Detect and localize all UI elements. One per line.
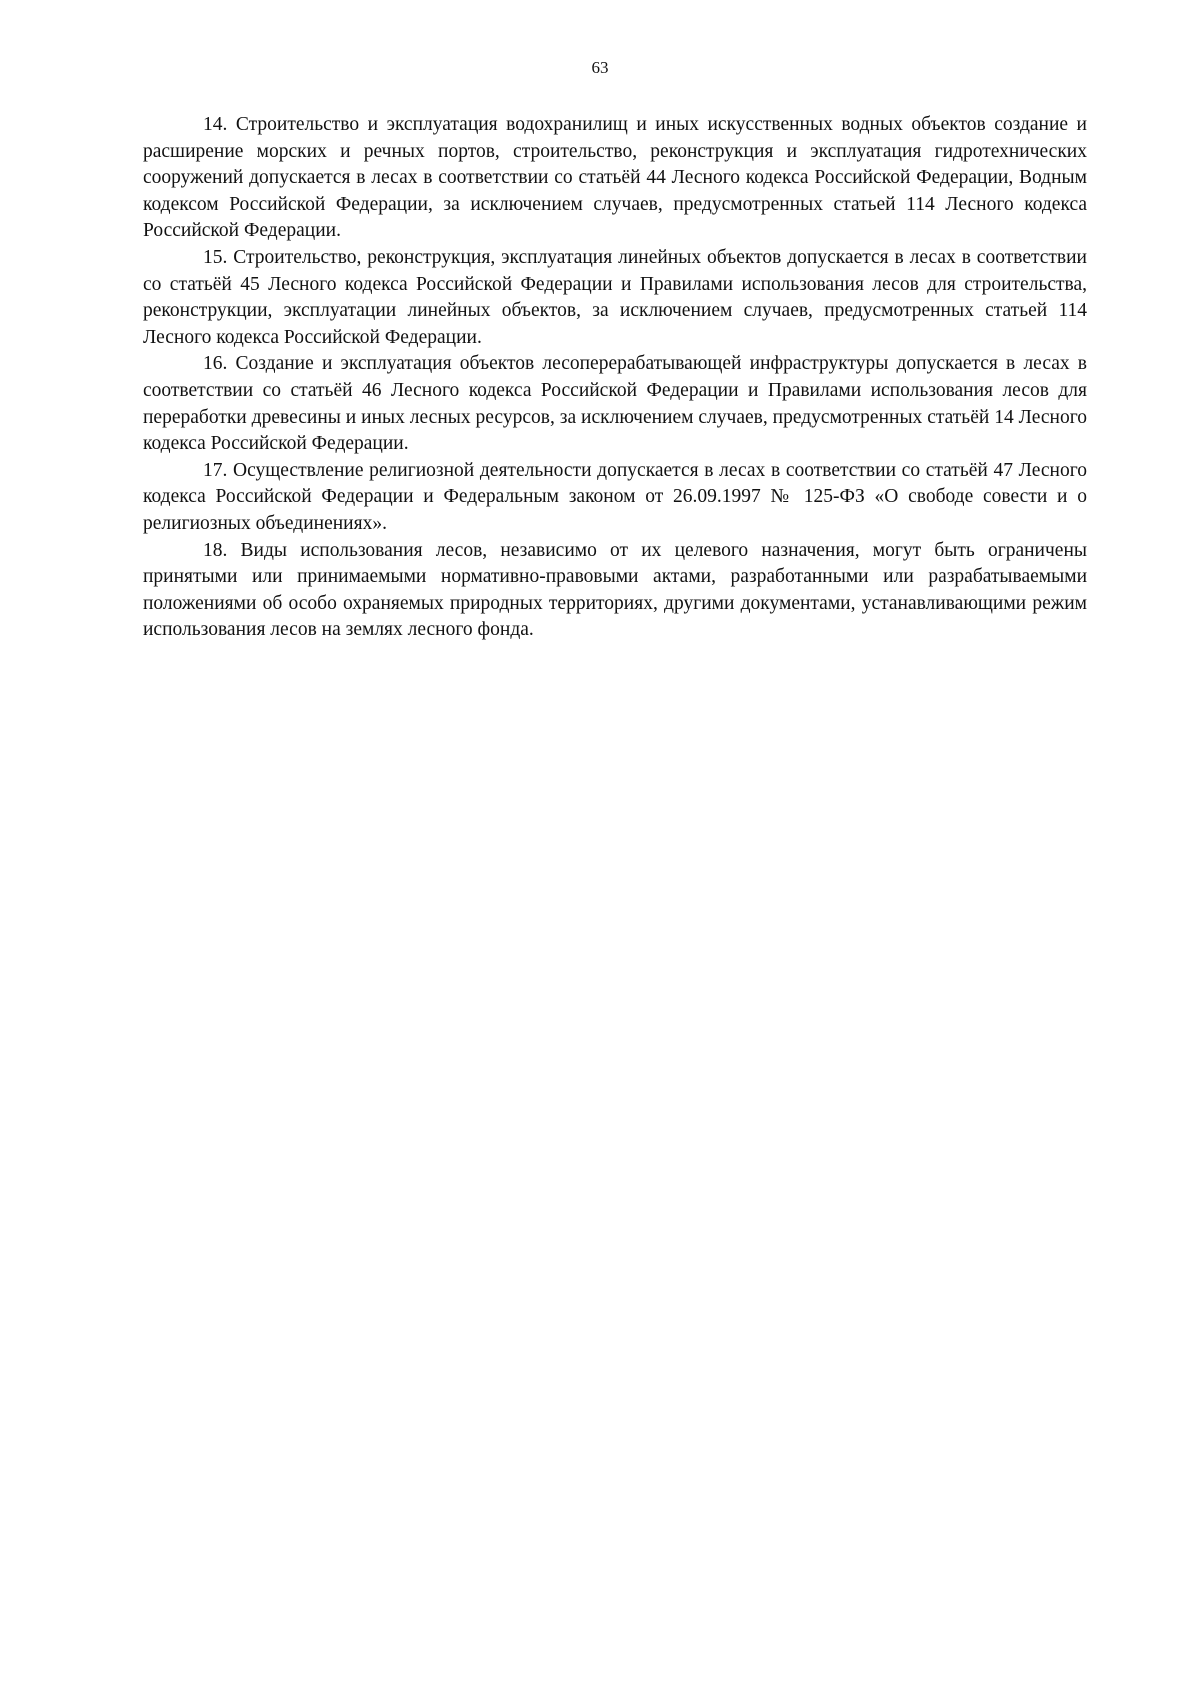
paragraph-16: 16. Создание и эксплуатация объектов лесоперерабатывающей инфраструктуры допускается в лесах в соответствии со статьёй 46 Лесного кодекса Российской Федерации и Правилами использования лесов для переработки древесины и иных лесных ресурсов, за исключением случаев, предусмотренных статьёй 14 Лесного кодекса Российской Федерации. xyxy=(143,353,1087,455)
page-number: 63 xyxy=(591,58,609,77)
document-body xyxy=(143,112,1087,644)
paragraph-14: 14. Строительство и эксплуатация водохранилищ и иных искусственных водных объектов создание и расширение морских и речных портов, строительство, реконструкция и эксплуатация гидротехнических сооружений допускается в лесах в соответствии со статьёй 44 Лесного кодекса Российской Федерации, Водным кодексом Российской Федерации, за исключением случаев, предусмотренных статьей 114 Лесного кодекса Российской Федерации. xyxy=(143,114,1087,242)
paragraph-17: 17. Осуществление религиозной деятельности допускается в лесах в соответствии со статьёй 47 Лесного кодекса Российской Федерации и Федеральным законом от 26.09.1997 № 125-ФЗ «О свободе совести и о религиозных объединениях». xyxy=(143,459,1087,534)
paragraph-15: 15. Строительство, реконструкция, эксплуатация линейных объектов допускается в лесах в соответствии со статьёй 45 Лесного кодекса Российской Федерации и Правилами использования лесов для строительства, реконструкции, эксплуатации линейных объектов, за исключением случаев, предусмотренных статьей 114 Лесного кодекса Российской Федерации. xyxy=(143,246,1087,348)
paragraph-18: 18. Виды использования лесов, независимо от их целевого назначения, могут быть ограничены принятыми или принимаемыми нормативно-правовыми актами, разработанными или разрабатываемыми положениями об особо охраняемых природных территориях, другими документами, устанавливающими режим использования лесов на землях лесного фонда. xyxy=(143,539,1087,641)
